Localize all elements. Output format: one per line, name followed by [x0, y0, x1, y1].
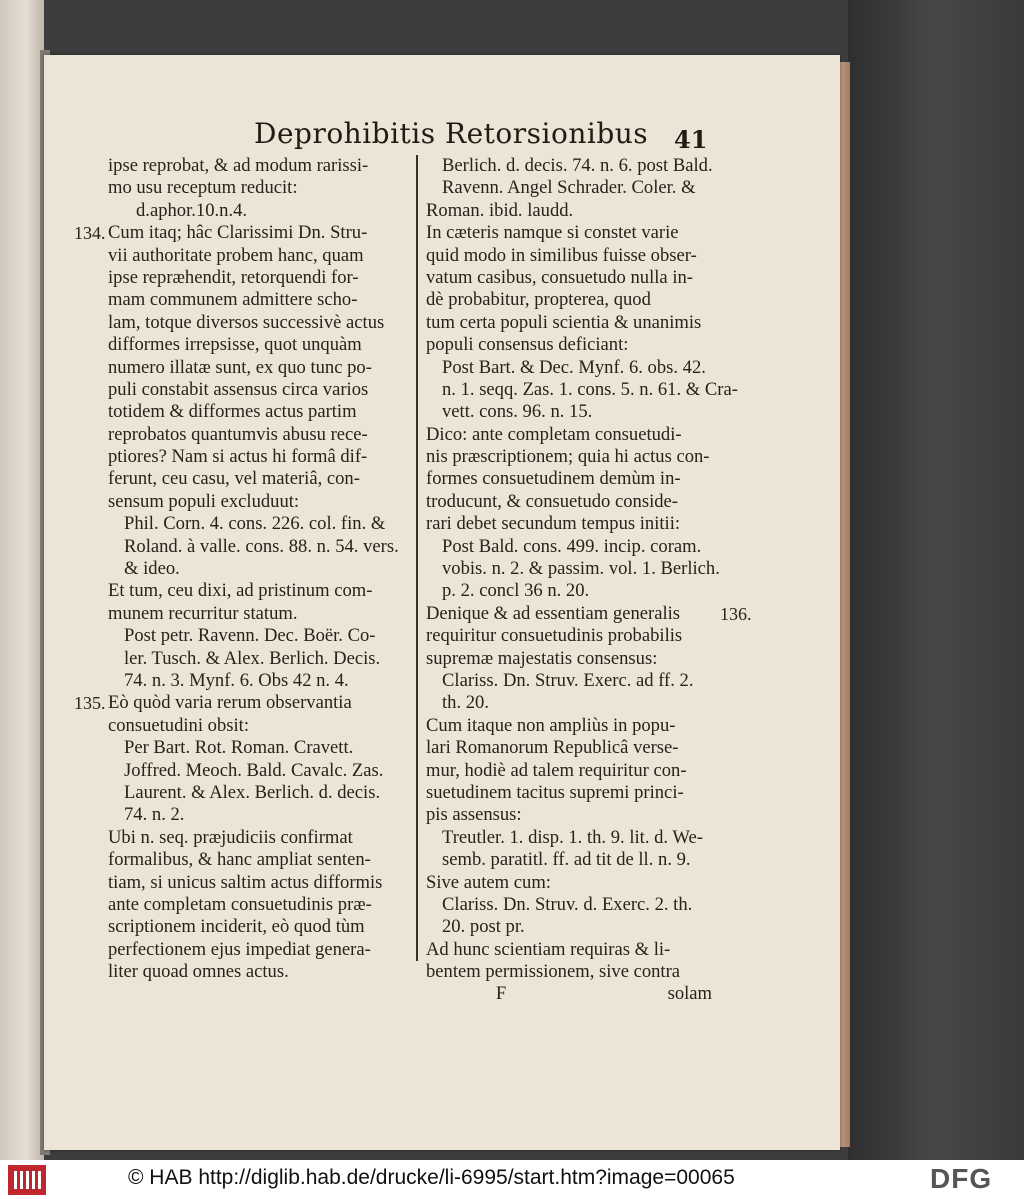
text-line — [426, 760, 712, 782]
line-text: difformes irrepsisse, quot unquàm — [108, 334, 362, 356]
line-text: tum certa populi scientia & unanimis — [426, 311, 702, 333]
line-text: th. 20. — [442, 692, 490, 714]
line-text: requiritur consuetudinis probabilis — [426, 625, 683, 647]
line-text: vobis. n. 2. & passim. vol. 1. Berlich. — [442, 558, 720, 580]
marginal-number: 135. — [74, 693, 106, 714]
text-line — [426, 468, 712, 490]
text-line — [108, 491, 412, 513]
line-text: n. 1. seqq. Zas. 1. cons. 5. n. 61. & Cra- — [442, 378, 738, 400]
line-text: Sive autem cum: — [426, 871, 551, 893]
line-text: nis præscriptionem; quia hi actus con- — [426, 446, 710, 468]
line-text: liter quoad omnes actus. — [108, 961, 289, 983]
text-line — [426, 312, 712, 334]
text-line — [426, 692, 712, 714]
column-rule — [416, 155, 418, 961]
text-line — [426, 827, 712, 849]
line-text: sensum populi excluduut: — [108, 490, 300, 512]
text-line — [426, 670, 712, 692]
line-text: ptiores? Nam si actus hi formâ dif- — [108, 446, 368, 468]
signature-mark: F — [495, 983, 507, 1005]
line-text: p. 2. concl 36 n. 20. — [442, 580, 590, 602]
line-text: ipse reprobat, & ad modum rarissi- — [108, 155, 369, 176]
text-line — [426, 446, 712, 468]
signature-line — [426, 983, 712, 1005]
text-line — [108, 513, 412, 535]
text-line — [108, 312, 412, 334]
line-text: ferunt, ceu casu, vel materiâ, con- — [108, 468, 360, 490]
text-line — [426, 916, 712, 938]
line-text: bentem permissionem, sive contra — [426, 961, 681, 983]
line-text: puli constabit assensus circa varios — [108, 378, 369, 400]
text-line — [108, 424, 412, 446]
line-text: Ad hunc scientiam requiras & li- — [426, 938, 671, 960]
text-line — [426, 648, 712, 670]
text-line — [108, 737, 412, 759]
line-text: semb. paratitl. ff. ad tit de ll. n. 9. — [442, 849, 691, 871]
text-line — [426, 961, 712, 983]
line-text: quid modo in similibus fuisse obser- — [426, 244, 697, 266]
text-line — [108, 715, 412, 737]
text-line — [108, 603, 412, 625]
catchword: solam — [667, 983, 712, 1005]
line-text: troducunt, & consuetudo conside- — [426, 490, 678, 512]
text-line — [426, 737, 712, 759]
line-text: totidem & difformes actus partim — [108, 401, 357, 423]
text-line — [426, 558, 720, 580]
book-left-edge — [0, 0, 44, 1160]
text-line — [426, 155, 712, 177]
text-line — [426, 424, 712, 446]
text-line — [426, 289, 712, 311]
text-line — [108, 245, 412, 267]
line-text: Post Bald. cons. 499. incip. coram. — [442, 535, 702, 557]
line-text: Post petr. Ravenn. Dec. Boër. Co- — [124, 625, 376, 647]
text-line — [426, 894, 712, 916]
text-line — [108, 625, 412, 647]
line-text: supremæ majestatis consensus: — [426, 647, 658, 669]
line-text: Phil. Corn. 4. cons. 226. col. fin. & — [124, 513, 386, 535]
line-text: populi consensus deficiant: — [426, 334, 629, 356]
text-line — [426, 715, 712, 737]
line-text: 74. n. 2. — [124, 804, 185, 826]
text-line — [108, 916, 412, 938]
line-text: & ideo. — [124, 558, 180, 580]
line-text: In cæteris namque si constet varie — [426, 222, 679, 244]
text-line — [426, 625, 712, 647]
line-text: Eò quòd varia rerum observantia — [108, 692, 352, 714]
line-text: Laurent. & Alex. Berlich. d. decis. — [124, 781, 381, 803]
text-line — [108, 267, 412, 289]
text-line — [108, 580, 412, 602]
text-line — [108, 804, 412, 826]
marginal-number: 136. — [720, 603, 752, 624]
text-line — [426, 357, 712, 379]
line-text: Berlich. d. decis. 74. n. 6. post Bald. — [442, 155, 713, 176]
line-text: tiam, si unicus saltim actus difformis — [108, 871, 383, 893]
text-line — [426, 245, 712, 267]
text-line — [426, 602, 752, 625]
line-text: suetudinem tacitus supremi princi- — [426, 781, 684, 803]
line-text: Cum itaque non ampliùs in popu- — [426, 714, 676, 736]
line-text: perfectionem ejus impediat genera- — [108, 938, 371, 960]
text-line — [108, 200, 412, 222]
line-text: munem recurritur statum. — [108, 602, 298, 624]
line-text: Joffred. Meoch. Bald. Cavalc. Zas. — [124, 759, 384, 781]
text-line — [108, 670, 412, 692]
line-text: 20. post pr. — [442, 916, 525, 938]
line-text: formes consuetudinem demùm in- — [426, 468, 681, 490]
line-text: ipse repræhendit, retorquendi for- — [108, 266, 359, 288]
line-text: Cum itaq; hâc Clarissimi Dn. Stru- — [108, 222, 368, 244]
text-line — [426, 378, 738, 401]
line-text: numero illatæ sunt, ex quo tunc po- — [108, 356, 372, 378]
text-line — [426, 334, 712, 356]
text-line — [108, 155, 412, 177]
line-text: reprobatos quantumvis abusu rece- — [108, 423, 368, 445]
text-line — [426, 222, 712, 244]
line-text: pis assensus: — [426, 804, 522, 826]
copyright-link[interactable]: © HAB http://diglib.hab.de/drucke/li-6995/start.htm?image=00065 — [128, 1166, 735, 1189]
text-line — [108, 468, 412, 490]
line-text: lari Romanorum Republicâ verse- — [426, 737, 679, 759]
text-line — [426, 849, 712, 871]
line-text: Ubi n. seq. præjudiciis confirmat — [108, 826, 353, 848]
text-line — [108, 446, 412, 468]
text-line — [74, 222, 412, 244]
text-line — [426, 580, 712, 602]
text-line — [108, 379, 412, 401]
text-line — [426, 491, 712, 513]
line-text: Clariss. Dn. Struv. d. Exerc. 2. th. — [442, 893, 693, 915]
line-text: Roland. à valle. cons. 88. n. 54. vers. — [124, 535, 399, 557]
right-text-column — [426, 155, 752, 1006]
line-text: ante completam consuetudinis præ- — [108, 893, 372, 915]
line-text: Treutler. 1. disp. 1. th. 9. lit. d. We- — [442, 826, 703, 848]
text-line — [108, 334, 412, 356]
line-text: vett. cons. 96. n. 15. — [442, 401, 593, 423]
text-line — [426, 804, 712, 826]
marginal-number: 134. — [74, 223, 106, 244]
line-text: Clariss. Dn. Struv. Exerc. ad ff. 2. — [442, 669, 694, 691]
running-head: Deprohibitis Retorsionibus — [254, 117, 649, 150]
text-line — [426, 401, 712, 423]
text-line — [426, 872, 712, 894]
text-line — [108, 849, 412, 871]
line-text: Et tum, ceu dixi, ad pristinum com- — [108, 580, 373, 602]
text-line — [108, 782, 412, 804]
line-text: formalibus, & hanc ampliat senten- — [108, 849, 371, 871]
text-line — [108, 961, 412, 983]
left-text-column — [74, 155, 412, 983]
text-line — [108, 760, 412, 782]
line-text: mam communem admittere scho- — [108, 289, 358, 311]
dark-background — [848, 0, 1024, 1160]
text-line — [108, 401, 412, 423]
line-text: Post Bart. & Dec. Mynf. 6. obs. 42. — [442, 356, 706, 378]
line-text: Denique & ad essentiam generalis — [426, 602, 681, 624]
line-text: Ravenn. Angel Schrader. Coler. & — [442, 177, 696, 199]
footer-bar — [0, 1160, 1024, 1199]
text-line — [108, 357, 412, 379]
line-text: Roman. ibid. laudd. — [426, 199, 574, 221]
line-text: rari debet secundum tempus initii: — [426, 513, 681, 535]
line-text: 74. n. 3. Mynf. 6. Obs 42 n. 4. — [124, 669, 349, 691]
line-text: d.aphor.10.n.4. — [136, 199, 248, 221]
text-line — [426, 782, 712, 804]
line-text: vatum casibus, consuetudo nulla in- — [426, 266, 693, 288]
text-line — [108, 558, 412, 580]
text-line — [108, 827, 412, 849]
text-line — [426, 939, 712, 961]
hab-logo-icon — [8, 1165, 46, 1195]
line-text: vii authoritate probem hanc, quam — [108, 244, 364, 266]
text-line — [108, 536, 412, 558]
text-line — [426, 177, 712, 199]
dfg-logo: DFG — [930, 1163, 993, 1194]
text-line — [426, 536, 712, 558]
line-text: mo usu receptum reducit: — [108, 177, 298, 199]
text-line — [426, 200, 712, 222]
line-text: ler. Tusch. & Alex. Berlich. Decis. — [124, 647, 381, 669]
text-line — [108, 648, 412, 670]
line-text: mur, hodiè ad talem requiritur con- — [426, 759, 687, 781]
text-line — [426, 267, 712, 289]
text-line — [108, 939, 412, 961]
line-text: scriptionem inciderit, eò quod tùm — [108, 916, 365, 938]
line-text: dè probabitur, propterea, quod — [426, 289, 651, 311]
text-line — [108, 177, 412, 199]
line-text: lam, totque diversos successivè actus — [108, 311, 385, 333]
line-text: Dico: ante completam consuetudi- — [426, 423, 682, 445]
line-text: consuetudini obsit: — [108, 714, 249, 736]
text-line — [108, 872, 412, 894]
text-line — [426, 513, 712, 535]
text-line — [108, 289, 412, 311]
book-page — [44, 55, 840, 1150]
line-text: Per Bart. Rot. Roman. Cravett. — [124, 737, 354, 759]
text-line — [108, 894, 412, 916]
text-line — [74, 692, 412, 714]
page-number: 41 — [674, 125, 708, 154]
